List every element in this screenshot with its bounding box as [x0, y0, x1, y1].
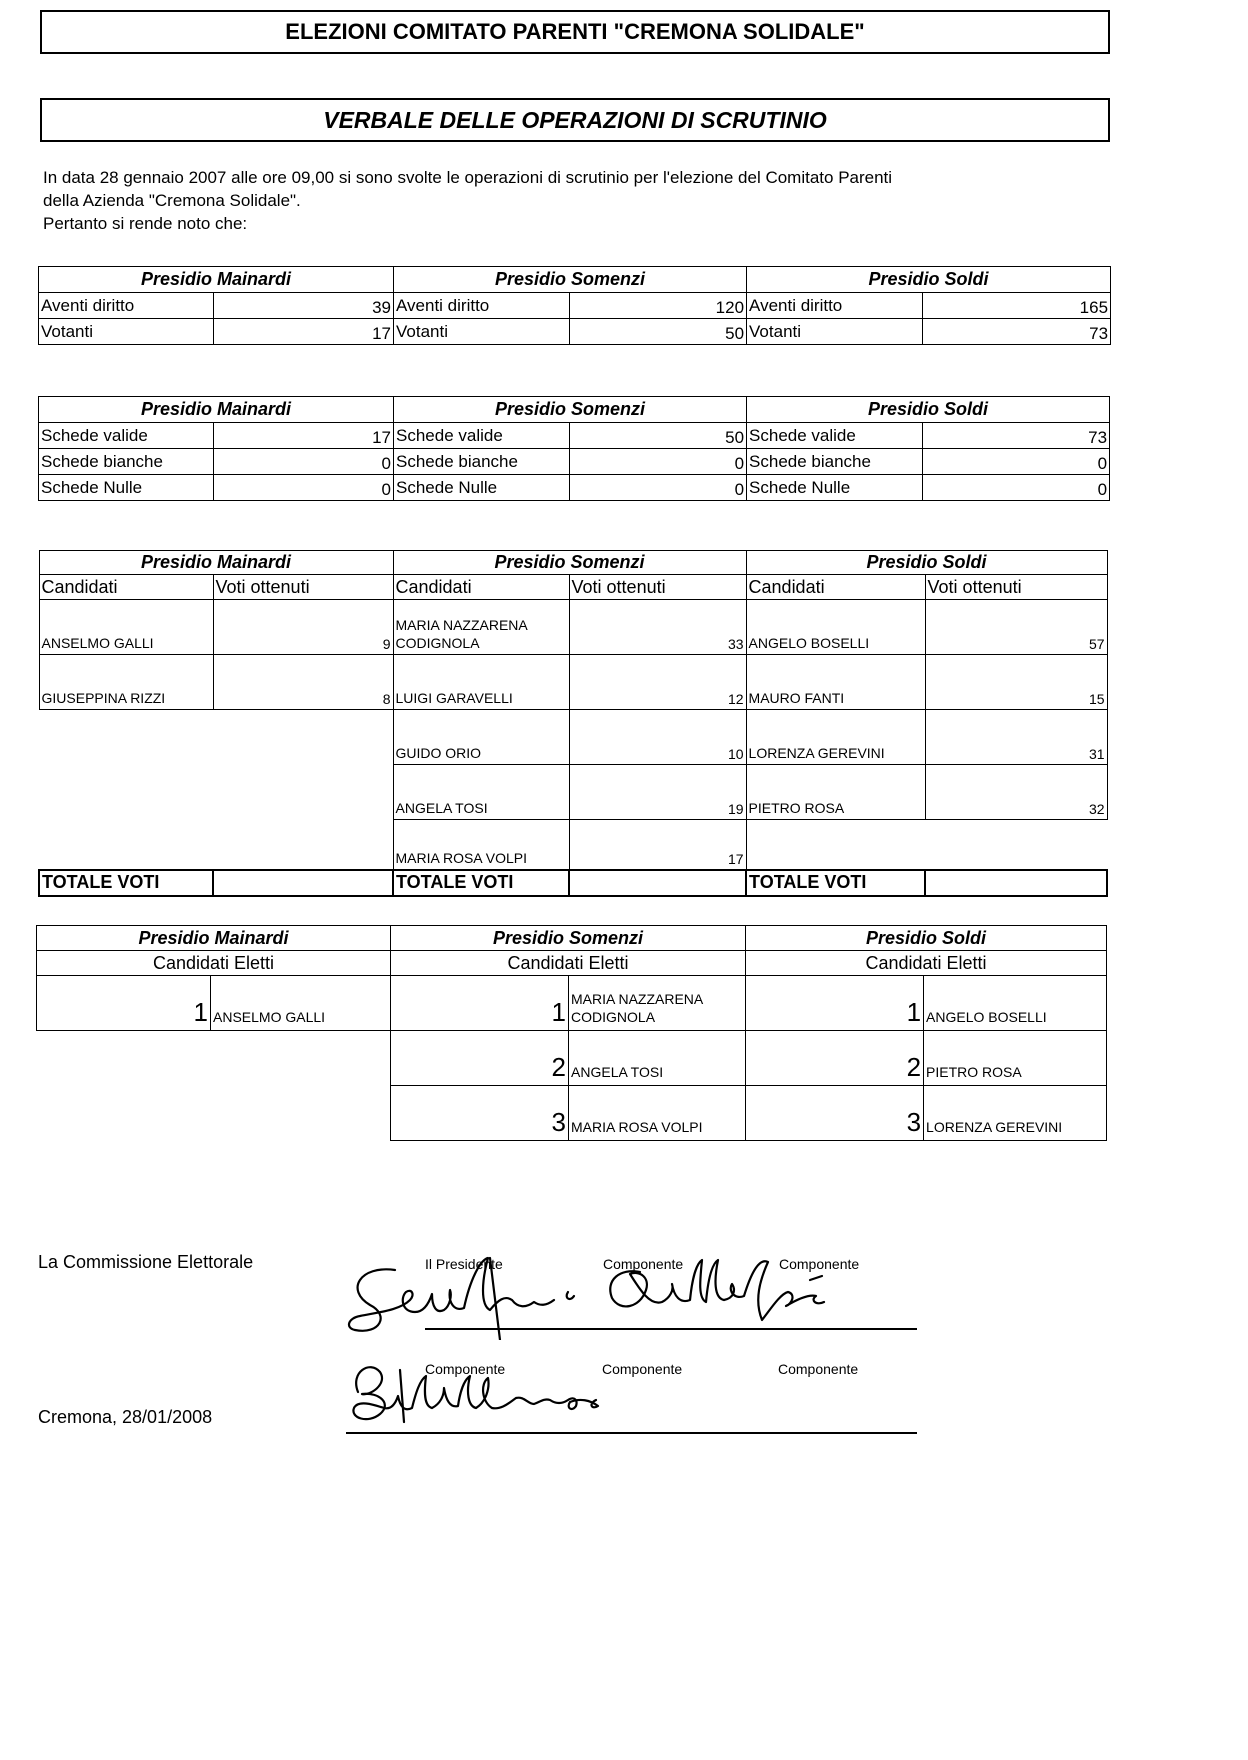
candidate-name: MAURO FANTI [746, 655, 925, 710]
elected-name: ANSELMO GALLI [211, 976, 391, 1031]
table-row [37, 1031, 1107, 1086]
elected-rank: 3 [746, 1086, 924, 1141]
value-cell: 73 [923, 423, 1110, 449]
row-label: Schede valide [394, 423, 570, 449]
value-cell: 165 [923, 293, 1111, 319]
empty-cell [39, 765, 393, 820]
candidati-eletti-header: Candidati Eletti [746, 951, 1107, 976]
candidate-name: ANGELA TOSI [393, 765, 569, 820]
elected-name: MARIA NAZZARENA CODIGNOLA [569, 976, 746, 1031]
elected-rank: 2 [746, 1031, 924, 1086]
presidio-somenzi-header: Presidio Somenzi [391, 926, 746, 951]
presidio-mainardi-header: Presidio Mainardi [39, 267, 394, 293]
table-row [39, 655, 1107, 710]
value-cell: 120 [570, 293, 747, 319]
elected-name: ANGELO BOSELLI [924, 976, 1107, 1031]
candidati-eletti-header: Candidati Eletti [37, 951, 391, 976]
candidate-votes: 9 [213, 600, 393, 655]
presidio-somenzi-header: Presidio Somenzi [393, 551, 746, 575]
presidio-soldi-header: Presidio Soldi [747, 267, 1111, 293]
column-header-candidati: Candidati [746, 575, 925, 600]
row-label: Aventi diritto [39, 293, 214, 319]
elected-rank: 1 [37, 976, 211, 1031]
totale-row [39, 870, 1107, 896]
presidio-soldi-header: Presidio Soldi [747, 397, 1110, 423]
table-row [39, 820, 1107, 870]
row-label: Schede Nulle [39, 475, 214, 501]
commissione-label: La Commissione Elettorale [38, 1252, 254, 1272]
column-header-voti: Voti ottenuti [925, 575, 1107, 600]
row-label: Schede bianche [747, 449, 923, 475]
row-label: Schede bianche [394, 449, 570, 475]
candidate-name: GUIDO ORIO [393, 710, 569, 765]
intro-paragraph [43, 166, 1103, 235]
elected-name: LORENZA GEREVINI [924, 1086, 1107, 1141]
elected-name: ANGELA TOSI [569, 1031, 746, 1086]
row-label: Aventi diritto [394, 293, 570, 319]
column-header-candidati: Candidati [39, 575, 213, 600]
column-header-voti: Voti ottenuti [569, 575, 746, 600]
totale-voti-label: TOTALE VOTI [746, 870, 925, 896]
candidate-votes: 17 [569, 820, 746, 870]
candidate-name: PIETRO ROSA [746, 765, 925, 820]
intro-line-2: della Azienda "Cremona Solidale". [43, 191, 301, 210]
value-cell: 17 [214, 319, 394, 345]
candidate-votes: 33 [569, 600, 746, 655]
elected-rank: 1 [746, 976, 924, 1031]
candidate-votes: 8 [213, 655, 393, 710]
presidio-somenzi-header: Presidio Somenzi [394, 397, 747, 423]
row-label: Schede valide [747, 423, 923, 449]
empty-cell [746, 820, 1107, 870]
candidate-name: ANSELMO GALLI [39, 600, 213, 655]
candidate-votes: 12 [569, 655, 746, 710]
empty-cell [37, 1031, 391, 1086]
totale-voti-value [569, 870, 746, 896]
eletti-table [36, 925, 1107, 1141]
empty-cell [37, 1086, 391, 1141]
candidati-eletti-header: Candidati Eletti [391, 951, 746, 976]
value-cell: 0 [570, 475, 747, 501]
row-label: Votanti [39, 319, 214, 345]
table-row [39, 600, 1107, 655]
signature-caption-componente: Componente [602, 1361, 683, 1377]
table-row [39, 423, 1110, 449]
table-row [39, 293, 1111, 319]
empty-cell [39, 710, 393, 765]
elected-name: PIETRO ROSA [924, 1031, 1107, 1086]
elected-rank: 3 [391, 1086, 569, 1141]
row-label: Schede valide [39, 423, 214, 449]
row-label: Schede bianche [39, 449, 214, 475]
candidate-votes: 32 [925, 765, 1107, 820]
row-label: Votanti [747, 319, 923, 345]
totale-voti-label: TOTALE VOTI [393, 870, 569, 896]
row-label: Votanti [394, 319, 570, 345]
candidate-votes: 31 [925, 710, 1107, 765]
document-subtitle-text: VERBALE DELLE OPERAZIONI DI SCRUTINIO [323, 106, 827, 133]
signature-caption-componente: Componente [778, 1361, 859, 1377]
table-row [39, 765, 1107, 820]
place-date: Cremona, 28/01/2008 [38, 1407, 213, 1427]
totale-voti-value [925, 870, 1107, 896]
intro-line-3: Pertanto si rende noto che: [43, 214, 248, 233]
value-cell: 0 [923, 475, 1110, 501]
signature-caption-componente: Componente [425, 1361, 506, 1377]
table-row [39, 319, 1111, 345]
presidio-mainardi-header: Presidio Mainardi [39, 397, 394, 423]
row-label: Aventi diritto [747, 293, 923, 319]
document-subtitle [40, 98, 1110, 142]
candidate-name: MARIA NAZZARENA CODIGNOLA [393, 600, 569, 655]
value-cell: 73 [923, 319, 1111, 345]
signature-caption-presidente: Il Presidente [425, 1256, 503, 1272]
presidio-soldi-header: Presidio Soldi [746, 926, 1107, 951]
table-row [37, 976, 1107, 1031]
presidio-mainardi-header: Presidio Mainardi [37, 926, 391, 951]
value-cell: 0 [214, 475, 394, 501]
signature-caption-componente: Componente [603, 1256, 684, 1272]
value-cell: 17 [214, 423, 394, 449]
schede-table [38, 396, 1110, 501]
candidate-name: LORENZA GEREVINI [746, 710, 925, 765]
voti-table [38, 550, 1108, 897]
column-header-candidati: Candidati [393, 575, 569, 600]
candidate-votes: 57 [925, 600, 1107, 655]
handwritten-signatures-row-1 [340, 1250, 860, 1340]
presidio-soldi-header: Presidio Soldi [746, 551, 1107, 575]
value-cell: 0 [923, 449, 1110, 475]
table-row [37, 1086, 1107, 1141]
document-title [40, 10, 1110, 54]
aventi-votanti-table [38, 266, 1111, 345]
intro-line-1: In data 28 gennaio 2007 alle ore 09,00 si sono svolte le operazioni di scrutinio per l'elezione del Comitato Parenti [43, 168, 893, 187]
document-title-text: ELEZIONI COMITATO PARENTI "CREMONA SOLIDALE" [285, 19, 865, 44]
candidate-name: LUIGI GARAVELLI [393, 655, 569, 710]
candidate-name: ANGELO BOSELLI [746, 600, 925, 655]
value-cell: 0 [214, 449, 394, 475]
value-cell: 39 [214, 293, 394, 319]
totale-voti-label: TOTALE VOTI [39, 870, 213, 896]
handwritten-signatures-row-2 [340, 1352, 640, 1437]
value-cell: 0 [570, 449, 747, 475]
elected-name: MARIA ROSA VOLPI [569, 1086, 746, 1141]
elected-rank: 1 [391, 976, 569, 1031]
candidate-name: GIUSEPPINA RIZZI [39, 655, 213, 710]
elected-rank: 2 [391, 1031, 569, 1086]
candidate-votes: 19 [569, 765, 746, 820]
table-row [39, 449, 1110, 475]
row-label: Schede Nulle [394, 475, 570, 501]
totale-voti-value [213, 870, 393, 896]
presidio-somenzi-header: Presidio Somenzi [394, 267, 747, 293]
empty-cell [39, 820, 393, 870]
value-cell: 50 [570, 423, 747, 449]
presidio-mainardi-header: Presidio Mainardi [39, 551, 393, 575]
candidate-votes: 15 [925, 655, 1107, 710]
candidate-votes: 10 [569, 710, 746, 765]
column-header-voti: Voti ottenuti [213, 575, 393, 600]
table-row [39, 475, 1110, 501]
value-cell: 50 [570, 319, 747, 345]
row-label: Schede Nulle [747, 475, 923, 501]
signature-caption-componente: Componente [779, 1256, 860, 1272]
table-row [39, 710, 1107, 765]
candidate-name: MARIA ROSA VOLPI [393, 820, 569, 870]
